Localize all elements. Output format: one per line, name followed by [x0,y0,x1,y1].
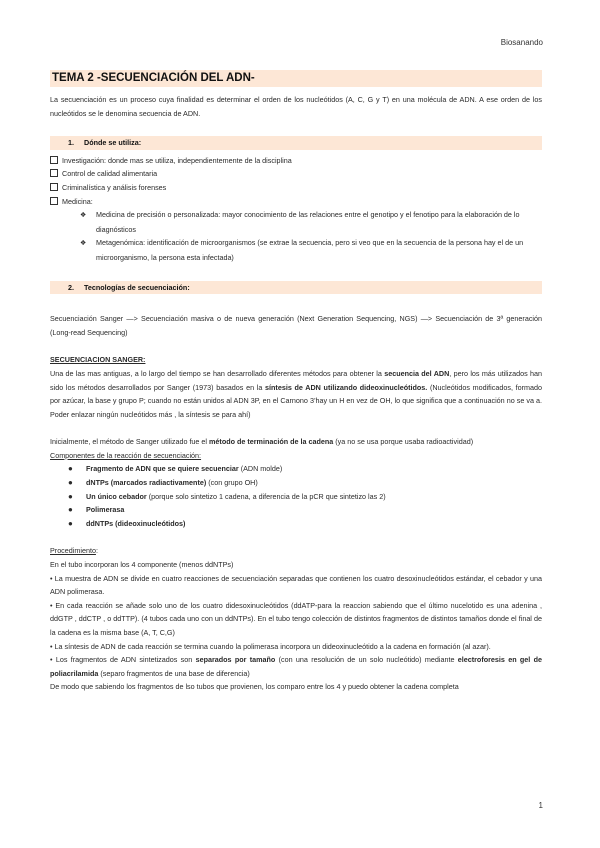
procedure-heading: Procedimiento: [50,546,98,556]
checkbox-icon [50,169,58,177]
checkbox-icon [50,156,58,164]
procedure-intro: En el tubo incorporan los 4 componente (menos ddNTPs) [50,560,234,570]
diamond-bullet-icon: ❖ [80,240,87,248]
bullet-icon: ● [68,505,73,515]
component-item: ● dNTPs (marcados radiactivamente) (con grupo OH) [50,476,542,490]
component-item: ● Fragmento de ADN que se quiere secuenciar (ADN molde) [50,462,542,476]
document-title: TEMA 2 -SECUENCIACIÓN DEL ADN- [50,70,542,87]
component-item: ● Un único cebador (porque solo sintetizo 1 cadena, a diferencia de la pCR que sintetizo las 2) [50,490,542,504]
section-heading-technologies [50,281,542,295]
sub-list-item: ❖ Metagenómica: identificación de microorganismos (se extrae la secuencia, pero si veo que en la secuencia de la persona hay el de un microorganismo, la persona esta infectada) [80,238,524,262]
list-item: Control de calidad alimentaria [50,167,542,181]
sub-list-item: ❖ Medicina de precisión o personalizada: mayor conocimiento de las relaciones entre el genotipo y el fenotipo para la elaboración de lo diagnósticos [80,210,520,234]
sanger-paragraph-1: Una de las mas antiguas, a lo largo del tiempo se han desarrollado diferentes métodos para obtener la secuencia del ADN, pero los más utilizados han sido los métodos desarrollados por Sanger (1973) basados en la síntesis de ADN utilizando dideoxinucleótidos. (Nucleótidos modificados, formado por azúcar, la base y grupo P; cuando no están unidos al ADN 3P, en el Carnono 3’hay un H en vez de OH, lo que significa que a continuación no se va a. Poder enlazar ningún nucleótidos más , la síntesis se para ahí) [50,368,542,419]
intro-paragraph: La secuenciación es un proceso cuya finalidad es determinar el orden de los nucleótidos (A, C, G y T) en una molécula de ADN. A ese orden de los nucleótidos se le denomina secuencia de ADN. [50,95,542,118]
section-heading-uses [50,136,542,150]
list-item: Investigación: donde mas se utiliza, independientemente de la disciplina [50,154,542,168]
list-item: Medicina: [50,195,542,209]
page-number: 1 [538,801,543,810]
section-title: Dónde se utiliza: [84,138,142,148]
list-item: Criminalística y análisis forenses [50,181,542,195]
section-title: Tecnologías de secuenciación: [84,282,190,292]
header-text: Biosanando [500,38,543,47]
procedure-conclusion: De modo que sabiendo los fragmentos de lso tubos que provienen, los comparo entre los 4 y puedo obtener la cadena completa [50,682,459,692]
checkbox-icon [50,183,58,191]
bullet-icon: ● [68,464,73,474]
diamond-bullet-icon: ❖ [80,212,87,220]
component-item: ● ddNTPs (dideoxinucleótidos) [50,517,542,531]
document-body [50,70,542,694]
procedure-step: • En cada reacción se añade solo uno de los cuatro didesoxinucleótidos (ddATP-para la reaccion sabiendo que el último nucelotido es una adenina , ddGTP , ddCTP , o ddTTP). (4 tubos cada uno con un ddNTPs). En el tubo tengo colección de distintos fragmentos de distintos tamaños donde el final de la cadena es la misma base (A, T, C,G) [50,600,542,637]
bullet-icon: ● [68,491,73,501]
section-number: 2. [68,282,74,292]
section-number: 1. [68,138,74,148]
procedure-step: • La síntesis de ADN de cada reacción se termina cuando la polimerasa incorpora un dideoxinucleótido a la cadena en formación (al azar). [50,641,491,651]
component-item: ● Polimerasa [50,503,542,517]
bullet-icon: ● [68,478,73,488]
procedure-step: • Los fragmentos de ADN sintetizados son separados por tamaño (con una resolución de un solo nucleótido) mediante electroforesis en gel de poliacrilamida (separo fragmentos de una base de diferencia) [50,655,542,678]
components-heading: Componentes de la reacción de secuenciación: [50,450,202,460]
sanger-heading: SECUENCIACION SANGER: [50,355,146,365]
procedure-step: • La muestra de ADN se divide en cuatro reacciones de secuenciación separadas que contienen los cuatro desoxinucleótidos estándar, el cebador y una ADN polimerasa. [50,573,542,597]
sanger-paragraph-2: Inicialmente, el método de Sanger utilizado fue el método de terminación de la cadena (ya no se usa porque usaba radioactividad) [50,437,474,447]
bullet-icon: ● [68,518,73,528]
checkbox-icon [50,197,58,205]
technologies-paragraph: Secuenciación Sanger —> Secuenciación masiva o de nueva generación (Next Generation Sequencing, NGS) —> Secuenciación de 3ª generación (Long-read Sequencing) [50,314,542,337]
